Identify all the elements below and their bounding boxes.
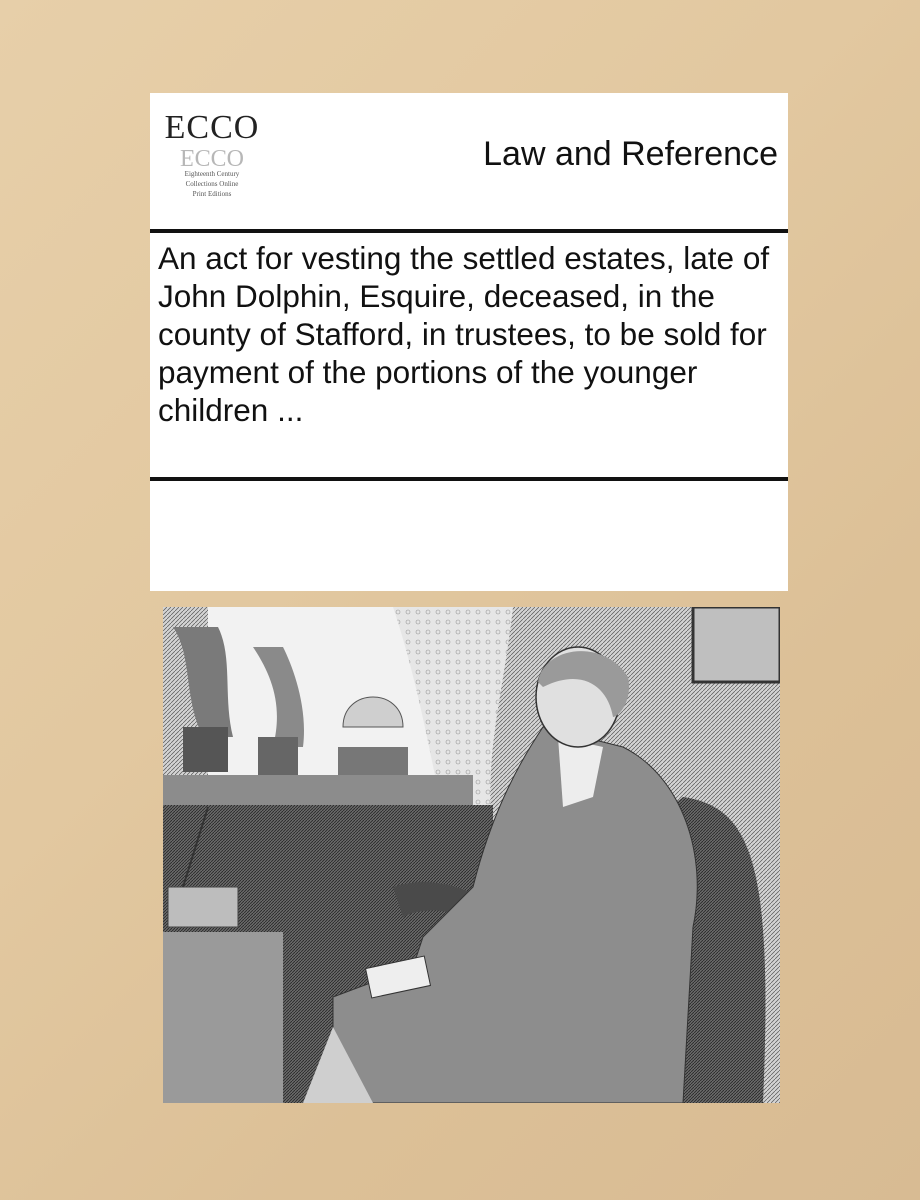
ecco-logo <box>162 105 262 217</box>
picture-frame <box>693 607 780 682</box>
dome-base <box>338 747 408 775</box>
plant-pot-left <box>183 727 228 772</box>
series-label: Law and Reference <box>483 135 778 173</box>
logo-line-3: Print Editions <box>192 190 232 198</box>
title-panel <box>150 93 788 591</box>
engraving-illustration <box>163 607 780 1103</box>
bottom-rule <box>150 477 788 481</box>
logo-reflection: ECCO <box>179 144 244 170</box>
logo-line-1: Eighteenth Century <box>184 170 240 178</box>
stack-of-books <box>168 887 238 927</box>
engraving-svg <box>163 607 780 1103</box>
top-rule <box>150 229 788 233</box>
logo-line-2: Collections Online <box>185 180 239 188</box>
window-sill <box>163 775 473 805</box>
side-table <box>163 932 283 1103</box>
plant-pot-center <box>258 737 298 775</box>
book-title: An act for vesting the settled estates, late of John Dolphin, Esquire, deceased, in the county of Stafford, in trustees, to be sold for payment of the portions of the younger children ... <box>158 240 770 428</box>
logo-wordmark: ECCO <box>164 109 260 146</box>
